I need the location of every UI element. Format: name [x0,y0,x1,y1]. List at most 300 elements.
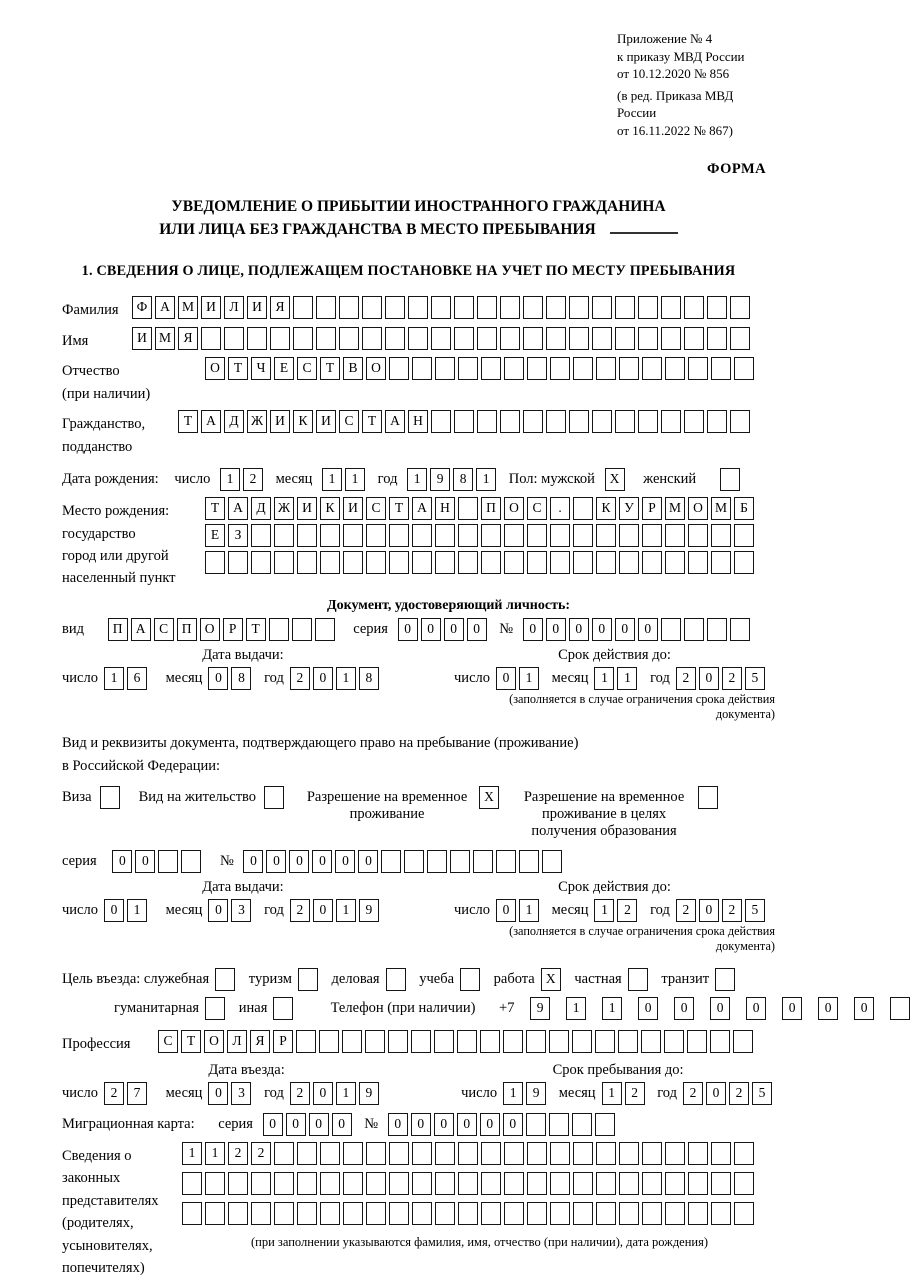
char-cell[interactable]: 5 [745,667,765,690]
char-cell[interactable] [201,327,221,350]
char-cell[interactable] [504,1142,524,1165]
char-cell[interactable]: Б [734,497,754,520]
char-cell[interactable]: 5 [745,899,765,922]
char-cell[interactable]: С [366,497,386,520]
char-cell[interactable] [504,524,524,547]
char-cell[interactable]: 0 [782,997,802,1020]
char-cell[interactable]: 2 [729,1082,749,1105]
char-cell[interactable]: 0 [313,1082,333,1105]
char-cell[interactable]: 0 [243,850,263,873]
char-cell[interactable] [687,1030,707,1053]
char-cell[interactable] [389,551,409,574]
char-cell[interactable] [504,551,524,574]
char-cell[interactable]: О [205,357,225,380]
char-cell[interactable] [270,327,290,350]
char-cell[interactable]: 1 [566,997,586,1020]
char-cell[interactable] [734,1172,754,1195]
char-cell[interactable] [362,327,382,350]
char-cell[interactable] [573,524,593,547]
char-cell[interactable]: 9 [359,1082,379,1105]
char-cell[interactable]: 3 [231,1082,251,1105]
char-cell[interactable]: 1 [345,468,365,491]
char-cell[interactable] [504,1172,524,1195]
char-cell[interactable]: X [605,468,625,491]
char-cell[interactable]: 1 [602,997,622,1020]
char-cell[interactable] [596,1142,616,1165]
char-cell[interactable] [205,997,225,1020]
char-cell[interactable]: 1 [127,899,147,922]
char-cell[interactable]: 2 [617,899,637,922]
char-cell[interactable] [527,357,547,380]
char-cell[interactable] [638,410,658,433]
char-cell[interactable]: Ф [132,296,152,319]
char-cell[interactable] [734,551,754,574]
char-cell[interactable]: 0 [569,618,589,641]
char-cell[interactable] [339,296,359,319]
char-cell[interactable] [457,1030,477,1053]
char-cell[interactable]: 0 [411,1113,431,1136]
char-cell[interactable] [366,1172,386,1195]
char-cell[interactable]: 0 [746,997,766,1020]
char-cell[interactable] [734,357,754,380]
char-cell[interactable] [320,1172,340,1195]
char-cell[interactable] [343,1202,363,1225]
char-cell[interactable] [458,1142,478,1165]
char-cell[interactable] [527,1202,547,1225]
char-cell[interactable] [549,1030,569,1053]
char-cell[interactable]: С [158,1030,178,1053]
char-cell[interactable] [527,1172,547,1195]
char-cell[interactable] [343,524,363,547]
char-cell[interactable] [711,1202,731,1225]
char-cell[interactable]: 0 [332,1113,352,1136]
char-cell[interactable] [458,551,478,574]
char-cell[interactable] [297,1202,317,1225]
char-cell[interactable]: 0 [457,1113,477,1136]
char-cell[interactable]: 0 [313,667,333,690]
char-cell[interactable] [519,850,539,873]
char-cell[interactable]: 0 [135,850,155,873]
char-cell[interactable] [665,1202,685,1225]
char-cell[interactable] [477,410,497,433]
char-cell[interactable] [274,524,294,547]
char-cell[interactable] [665,1172,685,1195]
char-cell[interactable] [365,1030,385,1053]
char-cell[interactable] [389,357,409,380]
char-cell[interactable] [688,551,708,574]
char-cell[interactable] [665,524,685,547]
char-cell[interactable]: 0 [434,1113,454,1136]
char-cell[interactable]: М [711,497,731,520]
char-cell[interactable] [711,524,731,547]
char-cell[interactable] [297,551,317,574]
char-cell[interactable] [100,786,120,809]
char-cell[interactable] [458,357,478,380]
char-cell[interactable]: М [665,497,685,520]
char-cell[interactable] [550,1142,570,1165]
char-cell[interactable]: Д [224,410,244,433]
char-cell[interactable] [274,1202,294,1225]
char-cell[interactable] [504,357,524,380]
char-cell[interactable] [595,1030,615,1053]
char-cell[interactable] [481,1172,501,1195]
char-cell[interactable] [573,1202,593,1225]
char-cell[interactable]: Р [273,1030,293,1053]
char-cell[interactable]: . [550,497,570,520]
char-cell[interactable] [481,524,501,547]
char-cell[interactable] [293,327,313,350]
char-cell[interactable] [642,1142,662,1165]
char-cell[interactable] [546,410,566,433]
char-cell[interactable] [412,524,432,547]
char-cell[interactable]: 2 [683,1082,703,1105]
char-cell[interactable]: 2 [290,899,310,922]
char-cell[interactable] [638,296,658,319]
char-cell[interactable] [412,1202,432,1225]
char-cell[interactable]: А [201,410,221,433]
char-cell[interactable] [550,524,570,547]
char-cell[interactable] [297,1172,317,1195]
char-cell[interactable] [503,1030,523,1053]
char-cell[interactable]: К [596,497,616,520]
char-cell[interactable] [182,1172,202,1195]
char-cell[interactable]: 0 [208,899,228,922]
char-cell[interactable] [527,1142,547,1165]
char-cell[interactable] [435,551,455,574]
char-cell[interactable] [661,327,681,350]
char-cell[interactable]: 8 [359,667,379,690]
char-cell[interactable] [205,1202,225,1225]
char-cell[interactable] [500,410,520,433]
char-cell[interactable]: 0 [467,618,487,641]
char-cell[interactable]: И [297,497,317,520]
char-cell[interactable] [293,296,313,319]
char-cell[interactable] [730,618,750,641]
char-cell[interactable] [715,968,735,991]
char-cell[interactable] [389,524,409,547]
char-cell[interactable] [573,551,593,574]
char-cell[interactable] [435,357,455,380]
char-cell[interactable] [711,1142,731,1165]
char-cell[interactable] [366,524,386,547]
char-cell[interactable] [274,551,294,574]
char-cell[interactable] [388,1030,408,1053]
char-cell[interactable] [596,551,616,574]
char-cell[interactable] [550,551,570,574]
char-cell[interactable]: 0 [398,618,418,641]
char-cell[interactable] [454,410,474,433]
char-cell[interactable]: А [228,497,248,520]
char-cell[interactable] [320,551,340,574]
char-cell[interactable] [297,1142,317,1165]
char-cell[interactable] [454,327,474,350]
char-cell[interactable] [251,524,271,547]
char-cell[interactable]: Я [178,327,198,350]
char-cell[interactable]: Т [228,357,248,380]
char-cell[interactable]: 0 [699,899,719,922]
char-cell[interactable] [215,968,235,991]
char-cell[interactable] [707,327,727,350]
char-cell[interactable]: 9 [530,997,550,1020]
char-cell[interactable] [297,524,317,547]
char-cell[interactable] [404,850,424,873]
char-cell[interactable] [342,1030,362,1053]
char-cell[interactable]: 0 [335,850,355,873]
char-cell[interactable] [343,551,363,574]
char-cell[interactable]: Ж [274,497,294,520]
char-cell[interactable] [642,1172,662,1195]
char-cell[interactable] [274,1142,294,1165]
char-cell[interactable] [481,357,501,380]
char-cell[interactable] [477,296,497,319]
char-cell[interactable] [596,357,616,380]
char-cell[interactable] [619,1202,639,1225]
char-cell[interactable]: А [131,618,151,641]
char-cell[interactable]: И [343,497,363,520]
char-cell[interactable]: 1 [519,899,539,922]
char-cell[interactable] [251,1172,271,1195]
char-cell[interactable] [435,1172,455,1195]
char-cell[interactable] [665,1142,685,1165]
char-cell[interactable] [569,296,589,319]
char-cell[interactable] [228,1202,248,1225]
char-cell[interactable] [412,1172,432,1195]
char-cell[interactable] [431,410,451,433]
char-cell[interactable] [435,1142,455,1165]
char-cell[interactable]: В [343,357,363,380]
char-cell[interactable]: О [504,497,524,520]
char-cell[interactable] [619,357,639,380]
char-cell[interactable]: 0 [854,997,874,1020]
char-cell[interactable]: 0 [710,997,730,1020]
char-cell[interactable]: 1 [104,667,124,690]
char-cell[interactable] [500,327,520,350]
char-cell[interactable]: И [270,410,290,433]
char-cell[interactable]: 2 [104,1082,124,1105]
char-cell[interactable] [665,357,685,380]
char-cell[interactable] [454,296,474,319]
char-cell[interactable] [316,327,336,350]
char-cell[interactable] [386,968,406,991]
char-cell[interactable]: 8 [231,667,251,690]
char-cell[interactable] [526,1030,546,1053]
char-cell[interactable] [642,551,662,574]
char-cell[interactable] [504,1202,524,1225]
char-cell[interactable]: 1 [182,1142,202,1165]
char-cell[interactable]: 0 [313,899,333,922]
char-cell[interactable] [339,327,359,350]
char-cell[interactable] [596,524,616,547]
char-cell[interactable]: 0 [421,618,441,641]
char-cell[interactable] [247,327,267,350]
char-cell[interactable]: 0 [104,899,124,922]
char-cell[interactable]: 0 [503,1113,523,1136]
char-cell[interactable]: 2 [625,1082,645,1105]
char-cell[interactable] [684,327,704,350]
char-cell[interactable] [523,327,543,350]
char-cell[interactable] [228,1172,248,1195]
char-cell[interactable] [527,524,547,547]
char-cell[interactable] [664,1030,684,1053]
char-cell[interactable]: 1 [407,468,427,491]
char-cell[interactable] [458,1202,478,1225]
char-cell[interactable] [460,968,480,991]
char-cell[interactable]: 0 [706,1082,726,1105]
char-cell[interactable]: 2 [251,1142,271,1165]
char-cell[interactable] [431,327,451,350]
char-cell[interactable] [638,327,658,350]
char-cell[interactable] [427,850,447,873]
char-cell[interactable] [550,1202,570,1225]
char-cell[interactable]: 9 [526,1082,546,1105]
char-cell[interactable]: К [293,410,313,433]
char-cell[interactable] [228,551,248,574]
char-cell[interactable] [269,618,289,641]
char-cell[interactable] [734,524,754,547]
char-cell[interactable] [711,1172,731,1195]
char-cell[interactable] [642,357,662,380]
char-cell[interactable]: 1 [594,667,614,690]
char-cell[interactable]: 3 [231,899,251,922]
char-cell[interactable] [343,1142,363,1165]
char-cell[interactable] [408,296,428,319]
char-cell[interactable]: X [479,786,499,809]
char-cell[interactable] [550,1172,570,1195]
char-cell[interactable]: 0 [496,899,516,922]
char-cell[interactable] [618,1030,638,1053]
char-cell[interactable] [661,296,681,319]
char-cell[interactable]: И [316,410,336,433]
char-cell[interactable] [619,551,639,574]
char-cell[interactable] [733,1030,753,1053]
char-cell[interactable] [389,1142,409,1165]
char-cell[interactable] [182,1202,202,1225]
char-cell[interactable] [641,1030,661,1053]
char-cell[interactable] [596,1172,616,1195]
char-cell[interactable]: 1 [336,667,356,690]
char-cell[interactable]: М [178,296,198,319]
char-cell[interactable]: П [108,618,128,641]
char-cell[interactable] [592,296,612,319]
char-cell[interactable] [642,524,662,547]
char-cell[interactable] [619,524,639,547]
char-cell[interactable] [264,786,284,809]
char-cell[interactable] [481,1142,501,1165]
char-cell[interactable] [523,296,543,319]
char-cell[interactable]: 2 [290,1082,310,1105]
char-cell[interactable] [527,551,547,574]
char-cell[interactable] [661,618,681,641]
char-cell[interactable]: 1 [205,1142,225,1165]
char-cell[interactable]: Т [389,497,409,520]
char-cell[interactable]: Р [223,618,243,641]
char-cell[interactable] [273,997,293,1020]
char-cell[interactable] [684,296,704,319]
char-cell[interactable]: М [155,327,175,350]
char-cell[interactable]: 2 [722,899,742,922]
char-cell[interactable] [435,1202,455,1225]
char-cell[interactable]: Ч [251,357,271,380]
char-cell[interactable] [688,357,708,380]
char-cell[interactable] [224,327,244,350]
char-cell[interactable]: А [155,296,175,319]
char-cell[interactable] [569,327,589,350]
char-cell[interactable]: 1 [503,1082,523,1105]
char-cell[interactable] [381,850,401,873]
char-cell[interactable]: Е [205,524,225,547]
char-cell[interactable]: 1 [336,899,356,922]
char-cell[interactable] [458,1172,478,1195]
char-cell[interactable] [412,1142,432,1165]
char-cell[interactable]: 0 [286,1113,306,1136]
char-cell[interactable] [546,296,566,319]
char-cell[interactable]: Т [205,497,225,520]
char-cell[interactable]: 9 [430,468,450,491]
char-cell[interactable]: 0 [546,618,566,641]
char-cell[interactable]: 0 [699,667,719,690]
char-cell[interactable]: И [201,296,221,319]
char-cell[interactable]: 1 [602,1082,622,1105]
char-cell[interactable]: 0 [289,850,309,873]
char-cell[interactable]: 1 [336,1082,356,1105]
char-cell[interactable] [688,1202,708,1225]
char-cell[interactable] [298,968,318,991]
char-cell[interactable] [526,1113,546,1136]
char-cell[interactable] [477,327,497,350]
char-cell[interactable]: 0 [112,850,132,873]
char-cell[interactable] [720,468,740,491]
char-cell[interactable] [734,1202,754,1225]
char-cell[interactable] [320,524,340,547]
char-cell[interactable]: У [619,497,639,520]
char-cell[interactable] [389,1172,409,1195]
char-cell[interactable] [596,1202,616,1225]
char-cell[interactable] [320,1202,340,1225]
char-cell[interactable] [481,1202,501,1225]
char-cell[interactable] [181,850,201,873]
char-cell[interactable] [496,850,516,873]
char-cell[interactable]: 6 [127,667,147,690]
char-cell[interactable] [546,327,566,350]
char-cell[interactable] [523,410,543,433]
char-cell[interactable] [251,551,271,574]
char-cell[interactable] [500,296,520,319]
char-cell[interactable]: Т [320,357,340,380]
char-cell[interactable] [385,296,405,319]
char-cell[interactable] [315,618,335,641]
char-cell[interactable] [707,618,727,641]
char-cell[interactable] [619,1142,639,1165]
char-cell[interactable] [458,524,478,547]
char-cell[interactable] [684,410,704,433]
char-cell[interactable] [296,1030,316,1053]
char-cell[interactable] [251,1202,271,1225]
char-cell[interactable] [292,618,312,641]
char-cell[interactable]: 0 [818,997,838,1020]
char-cell[interactable] [366,1202,386,1225]
char-cell[interactable] [619,1172,639,1195]
char-cell[interactable] [158,850,178,873]
char-cell[interactable]: 0 [358,850,378,873]
char-cell[interactable] [385,327,405,350]
char-cell[interactable] [730,327,750,350]
char-cell[interactable]: 0 [638,997,658,1020]
char-cell[interactable]: 0 [309,1113,329,1136]
char-cell[interactable] [628,968,648,991]
char-cell[interactable]: О [688,497,708,520]
char-cell[interactable]: П [481,497,501,520]
char-cell[interactable] [319,1030,339,1053]
